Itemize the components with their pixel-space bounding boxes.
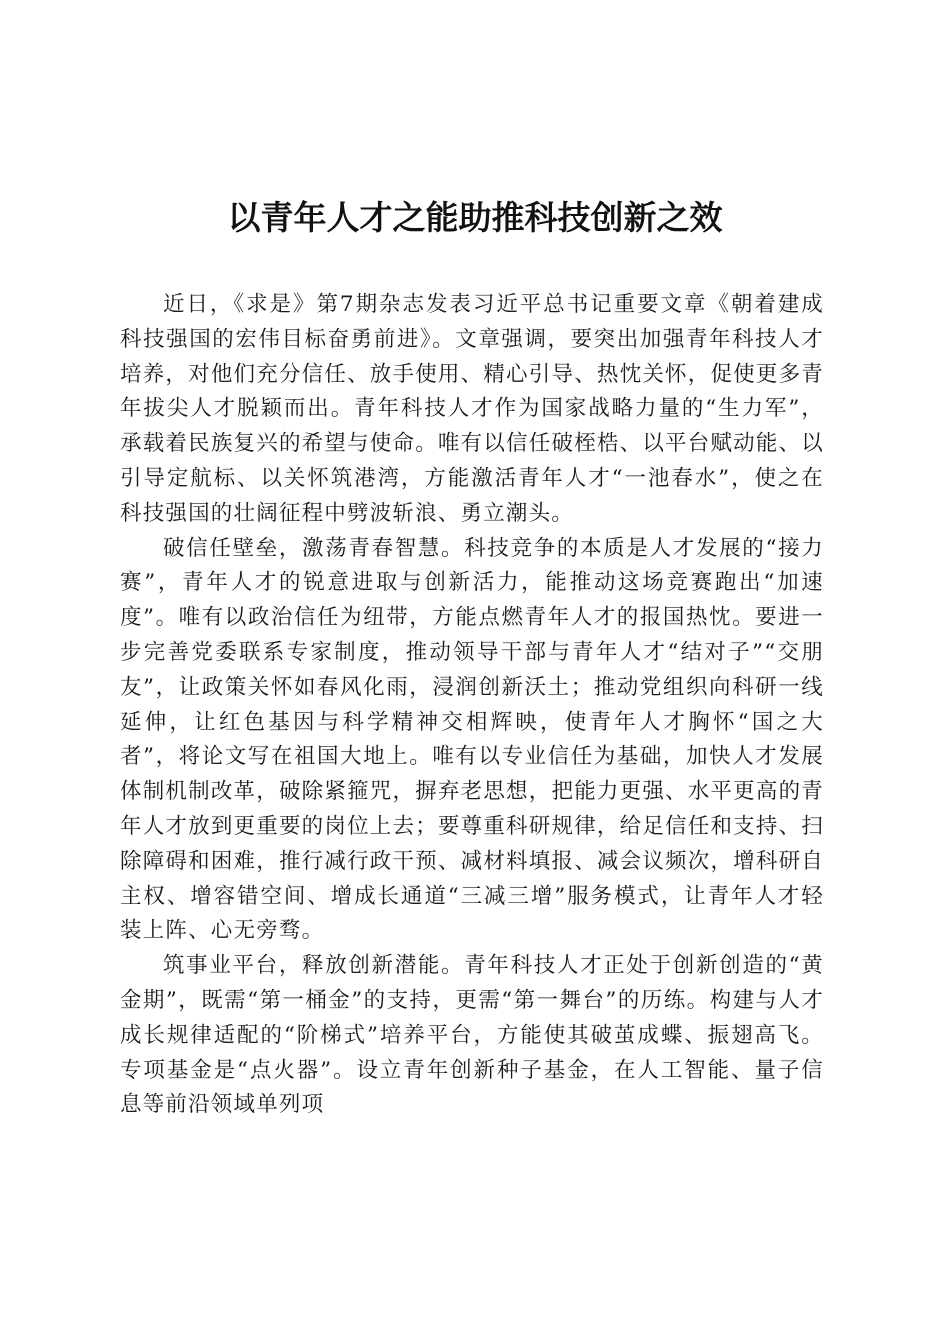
paragraph-3: 筑事业平台，释放创新潜能。青年科技人才正处于创新创造的“黄金期”，既需“第一桶金”的支持，更需“第一舞台”的历练。构建与人才成长规律适配的“阶梯式”培养平台，方能使其破茧成蝶、振翅高飞。专项基金是“点火器”。设立青年创新种子基金，在人工智能、量子信息等前沿领域单列项 [120, 953, 824, 1118]
paragraph-1: 近日，《求是》第7期杂志发表习近平总书记重要文章《朝着建成科技强国的宏伟目标奋勇前进》。文章强调，要突出加强青年科技人才培养，对他们充分信任、放手使用、精心引导、热忱关怀，促使更多青年拔尖人才脱颖而出。青年科技人才作为国家战略力量的“生力军”，承载着民族复兴的希望与使命。唯有以信任破桎梏、以平台赋动能、以引导定航标、以关怀筑港湾，方能激活青年人才“一池春水”，使之在科技强国的壮阔征程中劈波斩浪、勇立潮头。 [120, 292, 824, 526]
paragraph-2: 破信任壁垒，激荡青春智慧。科技竞争的本质是人才发展的“接力赛”，青年人才的锐意进取与创新活力，能推动这场竞赛跑出“加速度”。唯有以政治信任为纽带，方能点燃青年人才的报国热忱。要进一步完善党委联系专家制度，推动领导干部与青年人才“结对子”“交朋友”，让政策关怀如春风化雨，浸润创新沃土；推动党组织向科研一线延伸，让红色基因与科学精神交相辉映，使青年人才胸怀“国之大者”，将论文写在祖国大地上。唯有以专业信任为基础，加快人才发展体制机制改革，破除紧箍咒，摒弃老思想，把能力更强、水平更高的青年人才放到更重要的岗位上去；要尊重科研规律，给足信任和支持、扫除障碍和困难，推行减行政干预、减材料填报、减会议频次，增科研自主权、增容错空间、增成长通道“三减三增”服务模式，让青年人才轻装上阵、心无旁骛。 [120, 535, 824, 944]
document-title: 以青年人才之能助推科技创新之效 [227, 198, 723, 237]
document-body [120, 288, 824, 1123]
